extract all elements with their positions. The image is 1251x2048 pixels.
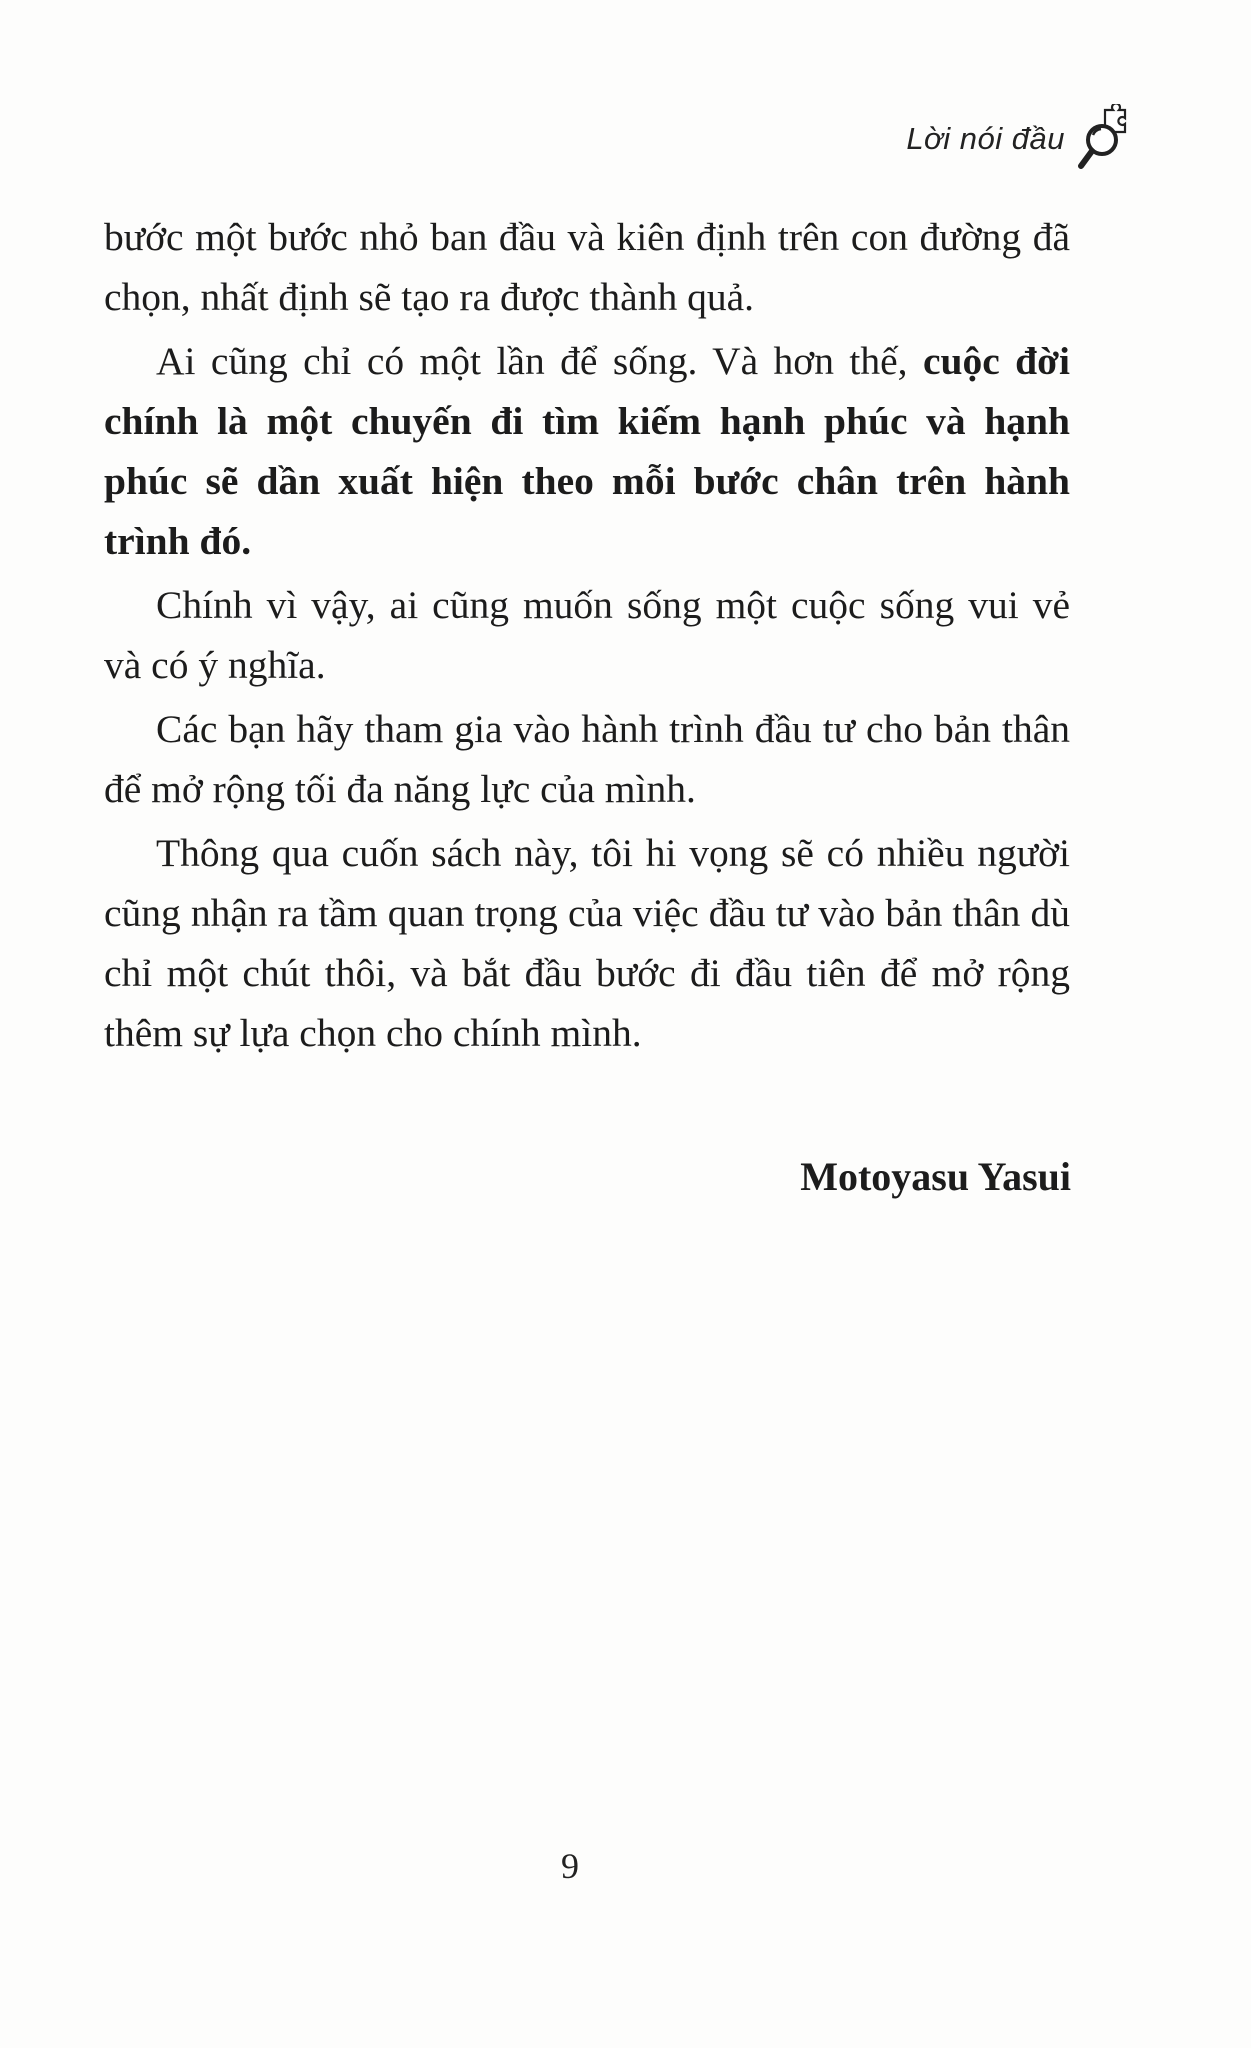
running-header [906,104,1131,174]
paragraph-3: Chính vì vậy, ai cũng muốn sống một cuộc sống vui vẻ và có ý nghĩa. [104,583,1070,687]
paragraph-2: Ai cũng chỉ có một lần để sống. Và hơn thế, cuộc đời chính là một chuyến đi tìm kiếm hạnh phúc và hạnh phúc sẽ dần xuất hiện theo mỗi bước chân trên hành trình đó. [104,339,1070,563]
bold-emphasis: cuộc đời chính là một chuyến đi tìm kiếm hạnh phúc và hạnh phúc sẽ dần xuất hiện theo mỗi bước chân trên hành trình đó. [104,339,1070,563]
body-text [104,207,1070,1067]
paragraph-4: Các bạn hãy tham gia vào hành trình đầu tư cho bản thân để mở rộng tối đa năng lực của mình. [104,707,1070,811]
paragraph-5: Thông qua cuốn sách này, tôi hi vọng sẽ có nhiều người cũng nhận ra tầm quan trọng của việc đầu tư vào bản thân dù chỉ một chút thôi, và bắt đầu bước đi đầu tiên để mở rộng thêm sự lựa chọn cho chính mình. [104,831,1070,1055]
running-title: Lời nói đầu [906,121,1065,156]
magnifier-icon [1075,104,1131,174]
author-signature: Motoyasu Yasui [800,1154,1071,1199]
page-number: 9 [561,1846,579,1886]
paragraph-1: bước một bước nhỏ ban đầu và kiên định trên con đường đã chọn, nhất định sẽ tạo ra được thành quả. [104,215,1070,319]
